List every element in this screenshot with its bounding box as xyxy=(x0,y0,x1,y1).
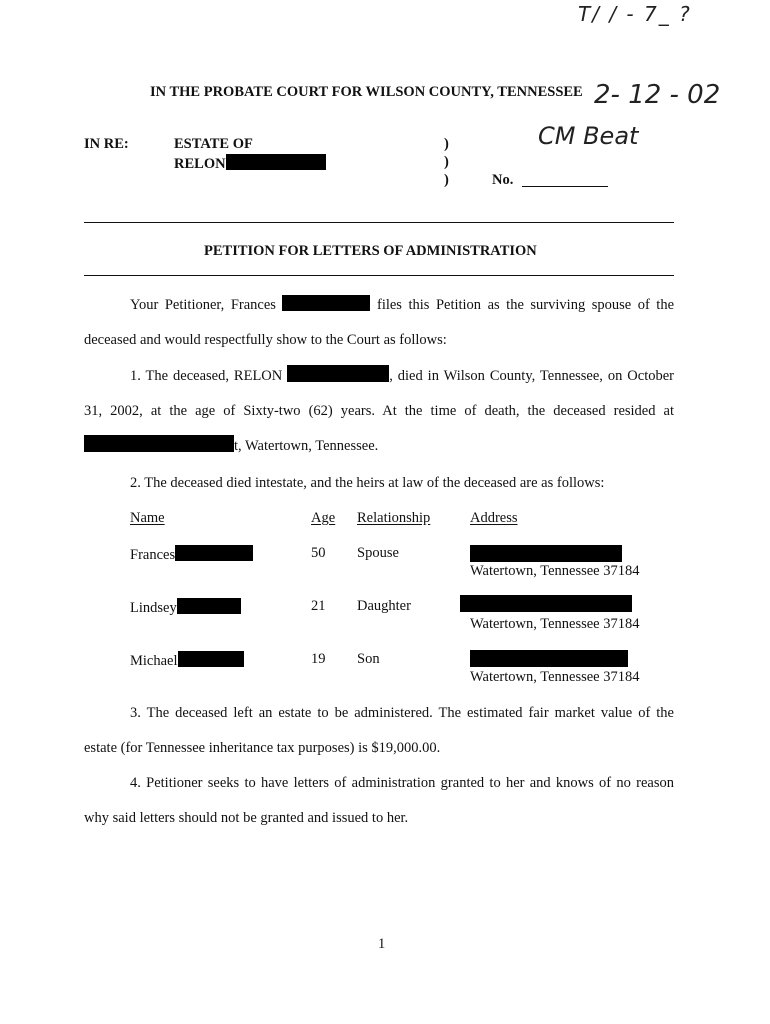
redaction-bar xyxy=(226,154,326,170)
decedent-first-name: RELON xyxy=(174,156,226,172)
paragraph-1 xyxy=(84,359,674,464)
redaction-bar xyxy=(178,651,244,667)
heir-row-city: Watertown, Tennessee 37184 xyxy=(470,616,640,632)
heir-row-relationship: Son xyxy=(357,651,380,667)
para1-text-2: , died in Wilson County, Tennessee, on October 31, 2002, at the age of Sixty-two (62) years. At the time of death, the deceased resided at xyxy=(84,368,675,419)
paragraph-4 xyxy=(84,766,674,836)
caption-paren-3: ) xyxy=(444,172,449,188)
estate-of-label: ESTATE OF xyxy=(174,136,253,152)
intro-text-2: files this Petition as the surviving spouse of the deceased and would respectfully show to the Court as follows: xyxy=(84,297,675,348)
heir-name: Frances xyxy=(130,547,176,563)
decedent-name xyxy=(174,154,326,173)
para4-text: 4. Petitioner seeks to have letters of administration granted to her and knows of no reason why said letters should not be granted and issued to her. xyxy=(84,775,674,826)
intro-text-1: Your Petitioner, Frances xyxy=(130,297,276,313)
heir-row-age: 19 xyxy=(311,651,326,667)
redaction-bar xyxy=(470,650,628,667)
redaction-bar xyxy=(460,595,632,612)
header-address-text: Address xyxy=(470,510,518,526)
intro-paragraph xyxy=(84,288,674,358)
court-header: IN THE PROBATE COURT FOR WILSON COUNTY, TENNESSEE xyxy=(150,84,583,100)
heirs-header-name xyxy=(130,510,165,527)
caption-paren-1: ) xyxy=(444,136,449,152)
handwritten-reference: T/ / - 7_ ? xyxy=(578,2,692,26)
heir-name: Lindsey xyxy=(130,600,177,616)
heir-row-city: Watertown, Tennessee 37184 xyxy=(470,669,640,685)
in-re-label: IN RE: xyxy=(84,136,129,152)
heirs-header-age xyxy=(311,510,335,527)
heir-row-age: 21 xyxy=(311,598,326,614)
handwritten-date: 2- 12 - 02 xyxy=(594,80,721,110)
header-relationship-text: Relationship xyxy=(357,510,431,526)
heirs-header-address xyxy=(470,510,518,527)
redaction-bar xyxy=(175,545,253,561)
heir-row-name xyxy=(130,651,244,670)
handwritten-signature: CM Beat xyxy=(538,122,639,150)
header-age-text: Age xyxy=(311,510,336,526)
title-rule-top xyxy=(84,222,674,223)
heir-row-name xyxy=(130,545,253,564)
para3-text: 3. The deceased left an estate to be administered. The estimated fair market value of the estate (for Tennessee inheritance tax purposes) is $19,000.00. xyxy=(84,705,674,756)
heir-row-name xyxy=(130,598,241,617)
paragraph-2 xyxy=(84,466,674,501)
heir-row-city: Watertown, Tennessee 37184 xyxy=(470,563,640,579)
heir-row-relationship: Spouse xyxy=(357,545,399,561)
para2-text: 2. The deceased died intestate, and the heirs at law of the deceased are as follows: xyxy=(130,475,605,491)
redaction-bar xyxy=(287,365,389,382)
redaction-bar xyxy=(84,435,234,452)
page-number: 1 xyxy=(378,936,386,952)
heir-row-age: 50 xyxy=(311,545,326,561)
caption-paren-2: ) xyxy=(444,154,449,170)
heirs-header-relationship xyxy=(357,510,430,527)
redaction-bar xyxy=(282,295,370,311)
paragraph-3 xyxy=(84,696,674,766)
redaction-bar xyxy=(470,545,622,562)
para1-text-1: 1. The deceased, RELON xyxy=(130,368,283,384)
title-rule-bottom xyxy=(84,275,674,276)
heir-name: Michael xyxy=(130,653,178,669)
case-number-blank xyxy=(522,186,608,187)
para1-text-3: t, Watertown, Tennessee. xyxy=(234,438,379,454)
case-number-label: No. xyxy=(492,172,514,188)
redaction-bar xyxy=(177,598,241,614)
document-title: PETITION FOR LETTERS OF ADMINISTRATION xyxy=(204,243,537,259)
heir-row-relationship: Daughter xyxy=(357,598,411,614)
header-name-text: Name xyxy=(130,510,165,526)
